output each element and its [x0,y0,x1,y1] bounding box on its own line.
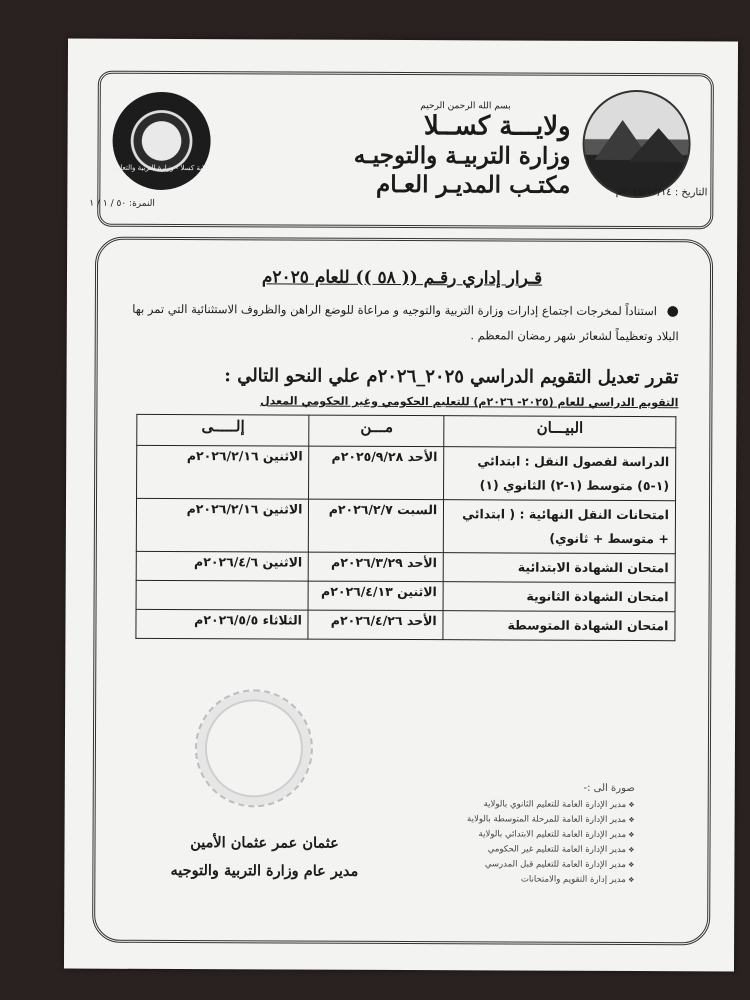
table-row [136,580,675,611]
row-from: الاثنين ٢٠٢٦/٤/١٣م [309,581,444,611]
column-header-subject: البيـــان [444,416,676,448]
row-subject: امتحانات النقل النهائية : ( ابتدائي + متوسط + ثانوي) [444,500,676,554]
copies-list [404,782,634,888]
row-to: الاثنين ٢٠٢٦/٢/١٦م [137,445,310,499]
row-from: الأحد ٢٠٢٦/٤/٢٦م [308,610,443,640]
row-to: الثلاثاء ٢٠٢٦/٥/٥م [136,609,309,639]
signature-block [154,829,374,886]
resolution-heading: تقرر تعديل التقويم الدراسي ٢٠٢٥_٢٠٢٦م علي النحو التالي : [224,365,679,389]
column-header-from: مـــن [309,415,444,447]
row-subject: الدراسة لفصول النقل : ابتدائي (١-٥) متوسط (١-٢) الثانوي (١) [444,447,676,501]
ministry-name: وزارة التربيـة والتوجيـه [353,141,571,170]
column-header-to: إلـــــى [137,414,310,446]
document-page [64,39,738,972]
reference-number: النمرة: ٥٠ / ١ / ١ [89,198,155,209]
official-stamp [195,689,314,808]
ministry-seal-logo: ولاية كسلا - وزارة التربية والتعليم [112,92,210,190]
list-item: ❖ مدير الإدارة العامة للتعليم الابتدائي بالولاية [405,827,635,843]
table-row [136,609,675,640]
mountain-landscape-logo [582,90,690,198]
copies-title: صورة الى :- [583,782,635,795]
table-row [137,445,676,500]
calendar-table [135,414,676,641]
row-to: الاثنين ٢٠٢٦/٢/١٦م [136,498,309,552]
row-subject: امتحان الشهادة الابتدائية [443,553,675,583]
signatory-title: مدير عام وزارة التربية والتوجيه [170,861,359,880]
row-from: الأحد ٢٠٢٥/٩/٢٨م [309,446,444,500]
list-item: ❖ مدير إدارة التقويم والامتحانات [404,872,634,888]
row-subject: امتحان الشهادة المتوسطة [443,611,675,641]
table-row [136,551,675,582]
list-item: ❖ مدير الإدارة العامة للتعليم الثانوي بالولاية [405,797,635,813]
list-item: ❖ مدير الإدارة العامة للتعليم غير الحكومي [404,842,634,858]
row-subject: امتحان الشهادة الثانوية [443,582,675,612]
document-date: التاريخ : ٢٠٢٥/١٢/١٤م [615,186,708,199]
preamble-bullet: ● استناداً لمخرجات اجتماع إدارات وزارة التربية والتوجيه و مراعاة للوضع الراهن والظروف الاستثنائية التي تمر بها البلاد وتعظيماً لشعائر شهر رمضان المعظم . [132,301,679,344]
office-name: مكتـب المديـر العـام [375,170,571,199]
list-item: ❖ مدير الإدارة العامة للتعليم قبل المدرسي [404,857,634,873]
basmala: بسم الله الرحمن الرحيم [420,101,511,112]
letterhead-text [354,101,571,200]
table-row [136,498,675,553]
row-to [136,580,309,610]
letterhead [97,71,714,230]
list-item: ❖ مدير الإدارة العامة للمرحلة المتوسطة بالولاية [405,812,635,828]
row-from: السبت ٢٠٢٦/٢/٧م [309,499,444,553]
state-name: ولايـــة كســلا [423,111,571,142]
row-from: الأحد ٢٠٢٦/٣/٢٩م [309,552,444,582]
row-to: الاثنين ٢٠٢٦/٤/٦م [136,551,309,581]
table-header-row [137,414,676,447]
signatory-name: عثمان عمر عثمان الأمين [190,834,339,852]
decision-title: قـرار إداري رقـم (( ٥٨ )) للعام ٢٠٢٥م [261,267,543,289]
calendar-subtitle: التقويم الدراسي للعام (٢٠٢٥- ٢٠٢٦م) للتعليم الحكومي وغير الحكومي المعدل [260,394,679,410]
bullet-icon: ● [666,303,679,320]
